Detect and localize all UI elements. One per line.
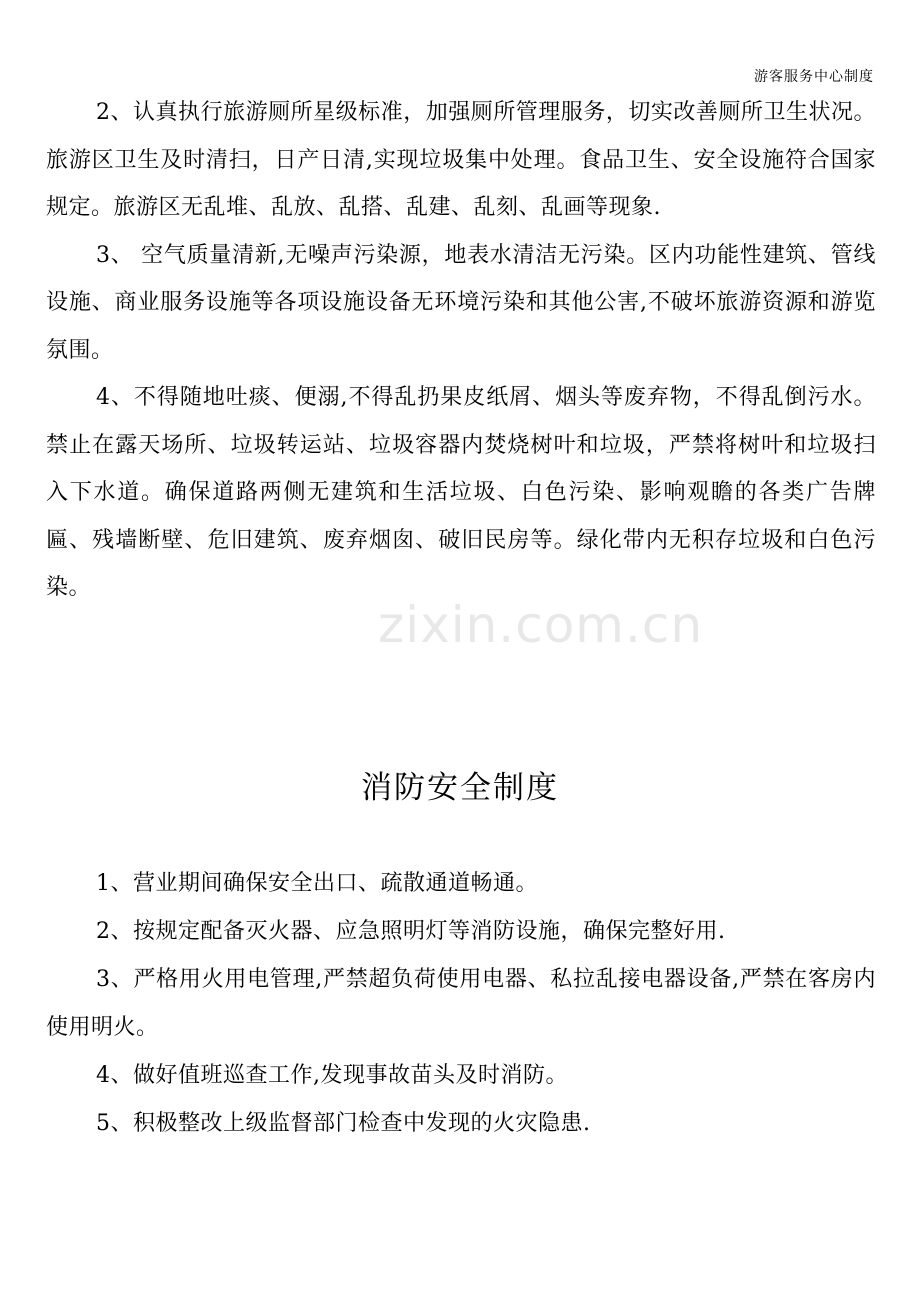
paragraph-item-3: 3、 空气质量清新,无噪声污染源，地表水清洁无污染。区内功能性建筑、管线设施、商业服务设施等各项设施设备无环境污染和其他公害,不破坏旅游资源和游览氛围。 [46, 242, 876, 363]
fire-rule-1: 1、营业期间确保安全出口、疏散通道畅通。 [96, 871, 538, 896]
paragraph-item-4: 4、不得随地吐痰、便溺,不得乱扔果皮纸屑、烟头等废弃物，不得乱倒污水。禁止在露天场所、垃圾转运站、垃圾容器内焚烧树叶和垃圾，严禁将树叶和垃圾扫入下水道。确保道路两侧无建筑和生活垃圾、白色污染、影响观瞻的各类广告牌匾、残墙断壁、危旧建筑、废弃烟囱、破旧民房等。绿化带内无积存垃圾和白色污染。 [46, 385, 876, 600]
paragraph-item-2: 2、认真执行旅游厕所星级标准，加强厕所管理服务，切实改善厕所卫生状况。旅游区卫生及时清扫，日产日清,实现垃圾集中处理。食品卫生、安全设施符合国家规定。旅游区无乱堆、乱放、乱搭、乱建、乱刻、乱画等现象. [46, 100, 876, 220]
sanitation-section [46, 89, 876, 612]
running-header: 游客服务中心制度 [754, 69, 874, 85]
fire-rule-3: 3、严格用火用电管理,严禁超负荷使用电器、私拉乱接电器设备,严禁在客房内使用明火。 [46, 967, 876, 1040]
fire-rule-5: 5、积极整改上级监督部门检查中发现的火灾隐患. [96, 1111, 591, 1136]
fire-rule-4: 4、做好值班巡查工作,发现事故苗头及时消防。 [96, 1063, 568, 1088]
section-title: 消防安全制度 [361, 770, 559, 806]
fire-rule-2: 2、按规定配备灭火器、应急照明灯等消防设施，确保完整好用. [96, 919, 726, 944]
watermark-text: zixin.com.cn [378, 596, 704, 654]
fire-safety-section [46, 860, 876, 1148]
